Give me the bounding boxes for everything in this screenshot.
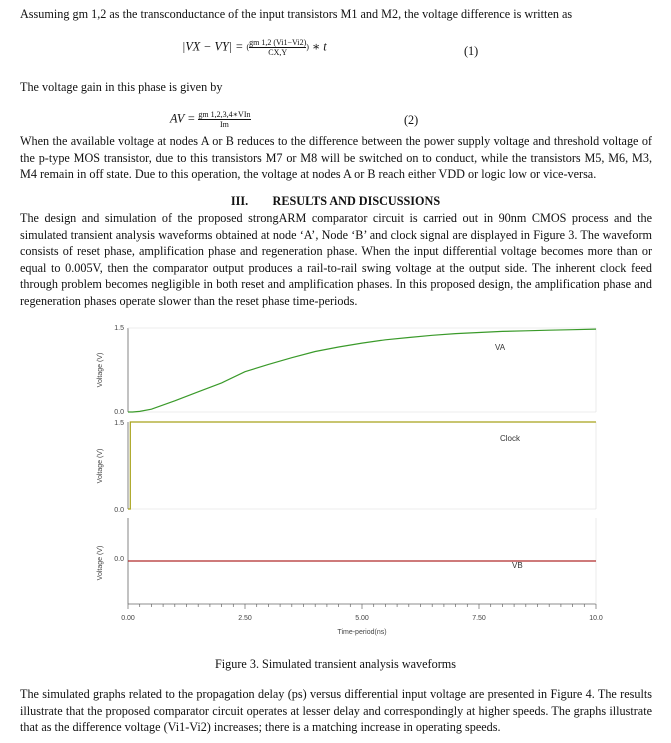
- equation-2: [170, 110, 251, 129]
- figure-caption: Figure 3. Simulated transient analysis waveforms: [215, 657, 456, 671]
- panel-va: [97, 325, 596, 416]
- vb-ytick: 0.0: [114, 556, 124, 563]
- va-legend-label: VA: [495, 343, 506, 352]
- x-axis-label: Time-period(ns): [337, 629, 387, 636]
- eq2-fraction: [198, 110, 250, 129]
- paragraph-1: When the available voltage at nodes A or B reduces to the difference between the power supply voltage and threshold voltage of the p-type MOS transistor, due to this transistors M7 or M8 will be switched on to conduct, while the transistors M5, M6, M3, M4 remain in off state. Due to this operation, the voltage at nodes A or B reach either VDD or logic low or vice-versa.: [20, 134, 652, 182]
- x-tick-label: 7.50: [472, 615, 486, 622]
- clock-ytick-top: 1.5: [114, 420, 124, 427]
- eq2-lhs: AV =: [170, 111, 196, 126]
- va-ylabel: Voltage (V): [97, 352, 104, 388]
- eq2-denominator: Im: [220, 120, 229, 129]
- va-ytick-top: 1.5: [114, 325, 124, 332]
- paragraph-3: The simulated graphs related to the propagation delay (ps) versus differential input voltage are presented in Figure 4. The results illustrate that the proposed comparator circuit operates at lesser delay and correspondingly at higher speeds. The graphs illustrate that as the difference voltage (Vi1-Vi2) increases; there is a matching increase in operating speeds.: [20, 687, 652, 735]
- eq2-numerator: gm 1,2,3,4∗VIn: [198, 110, 251, 119]
- x-ticks: [121, 604, 603, 622]
- gain-intro-text: The voltage gain in this phase is given by: [20, 80, 223, 94]
- clock-legend-label: Clock: [500, 434, 521, 443]
- eq2-number: (2): [404, 113, 419, 127]
- eq1-fraction: ( $\frac{gm 1,2 (Vi1-Vi2)}{CX,Y}$ ): [246, 38, 309, 57]
- va-series-line: [128, 329, 596, 412]
- eq1-lhs: |VX − VY| =: [182, 39, 244, 54]
- intro-text: Assuming gm 1,2 as the transconductance of the input transistors M1 and M2, the voltage difference is written as: [20, 7, 573, 21]
- clock-series-line: [128, 422, 596, 509]
- va-ytick-bottom: 0.0: [114, 409, 124, 416]
- paragraph-2: The design and simulation of the proposed strongARM comparator circuit is carried out in 90nm CMOS process and the simulated transient analysis waveforms obtained at node ‘A’, Node ‘B’ and clock signal are displayed in Figure 3. The waveform consists of reset phase, amplification phase and regeneration phase. When the input differential voltage becomes more than or equal to 0.005V, then the comparator output produces a rail-to-rail swing voltage at the output side. The inherent clock feed through problem becomes negligible in both reset and amplification phases. In this proposed design, the amplification phase and regeneration phases operate slower than the reset phase time-periods.: [20, 211, 652, 308]
- panel-vb: [97, 518, 603, 636]
- vb-legend-label: VB: [512, 561, 523, 570]
- eq1-numerator: gm 1,2 (Vi1−Vi2): [249, 38, 307, 47]
- x-tick-label: 10.0: [589, 615, 603, 622]
- x-tick-label: 5.00: [355, 615, 369, 622]
- eq1-rhs: ∗ t: [311, 39, 327, 54]
- section-heading: III. RESULTS AND DISCUSSIONS: [230, 194, 441, 208]
- eq1-number: (1): [464, 44, 479, 58]
- equation-1: [182, 38, 327, 57]
- vb-ylabel: Voltage (V): [97, 545, 104, 581]
- figure-3-chart: [90, 318, 610, 644]
- panel-clock: [97, 420, 596, 514]
- x-tick-label: 0.00: [121, 615, 135, 622]
- x-tick-label: 2.50: [238, 615, 252, 622]
- clock-ylabel: Voltage (V): [97, 448, 104, 484]
- eq1-denominator: CX,Y: [268, 48, 288, 57]
- clock-ytick-bottom: 0.0: [114, 507, 124, 514]
